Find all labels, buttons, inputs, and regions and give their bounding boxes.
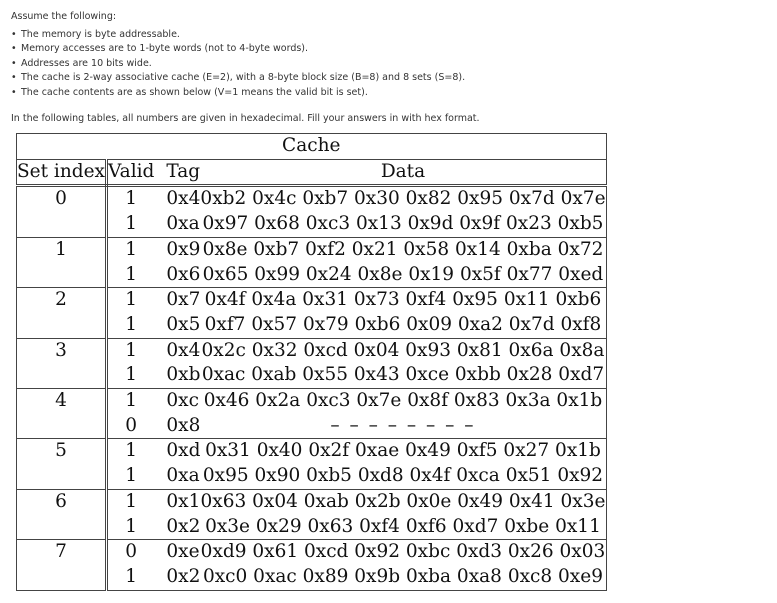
tag-cell: 0x2: [154, 515, 200, 540]
table-row: [17, 439, 607, 464]
tag-cell: 0xc: [166, 390, 199, 412]
tag-cell: 0x2: [154, 565, 200, 590]
header-valid: Valid: [107, 159, 155, 186]
data-cell: 0x97 0x68 0xc3 0x13 0x9d 0x9f 0x23 0xb5: [200, 212, 606, 237]
data-cell: 0xb2 0x4c 0xb7 0x30 0x82 0x95 0x7d 0x7e: [200, 186, 606, 212]
data-cell: 0x95 0x90 0xb5 0xd8 0x4f 0xca 0x51 0x92: [200, 464, 606, 489]
table-row: [17, 212, 607, 237]
valid-cell: 1: [125, 289, 138, 311]
valid-cell: 1: [107, 565, 155, 590]
assumption-item: • Memory accesses are to 1-byte words (not to 4-byte words).: [11, 42, 465, 56]
valid-cell: 1: [107, 363, 155, 388]
valid-cell: 0: [125, 541, 138, 563]
set-index-cell: [17, 363, 107, 388]
valid-cell: 1: [107, 263, 155, 288]
tag-cell: 0x4: [166, 188, 201, 210]
assumption-item: • The memory is byte addressable.: [11, 28, 465, 42]
valid-cell: 1: [107, 313, 155, 338]
table-row: [17, 565, 607, 590]
table-row: [17, 186, 607, 212]
set-index-cell: 5: [17, 439, 107, 464]
data-cell: 0xf7 0x57 0x79 0xb6 0x09 0xa2 0x7d 0xf8: [200, 313, 606, 338]
valid-cell: 1: [125, 490, 138, 512]
valid-cell: 1: [125, 390, 138, 412]
table-row: [17, 414, 607, 439]
set-index-cell: [17, 464, 107, 489]
tag-cell: 0x9: [166, 238, 201, 260]
data-cell: 0xac 0xab 0x55 0x43 0xce 0xbb 0x28 0xd7: [200, 363, 606, 388]
tag-cell: 0xd: [166, 440, 201, 462]
valid-cell: 1: [107, 515, 155, 540]
header-data: Data: [200, 159, 606, 186]
instructions: In the following tables, all numbers are given in hexadecimal. Fill your answers in with hex format.: [11, 113, 480, 124]
valid-cell: 0: [107, 414, 155, 439]
tag-cell: 0x5: [154, 313, 200, 338]
tag-cell: 0x8: [154, 414, 200, 439]
tag-cell: 0xe: [166, 541, 200, 563]
table-row: [17, 489, 607, 514]
valid-cell: 1: [107, 464, 155, 489]
table-row: [17, 313, 607, 338]
header-tag: Tag: [154, 159, 200, 186]
set-index-cell: [17, 212, 107, 237]
header-set-index: Set index: [17, 159, 107, 186]
data-cell: 0x31 0x40 0x2f 0xae 0x49 0xf5 0x27 0x1b: [200, 439, 606, 464]
data-cell: 0x46 0x2a 0xc3 0x7e 0x8f 0x83 0x3a 0x1b: [200, 389, 606, 414]
valid-cell: 1: [125, 188, 138, 210]
set-index-cell: 4: [17, 389, 107, 414]
set-index-cell: [17, 565, 107, 590]
valid-cell: 1: [107, 212, 155, 237]
set-index-cell: [17, 515, 107, 540]
table-row: [17, 237, 607, 262]
valid-cell: 1: [125, 238, 138, 260]
table-row: [17, 363, 607, 388]
table-row: [17, 540, 607, 565]
table-row: [17, 515, 607, 540]
assumption-item: • The cache contents are as shown below (V=1 means the valid bit is set).: [11, 86, 465, 100]
data-cell: 0x2c 0x32 0xcd 0x04 0x93 0x81 0x6a 0x8a: [200, 338, 606, 363]
data-cell: 0xc0 0xac 0x89 0x9b 0xba 0xa8 0xc8 0xe9: [200, 565, 606, 590]
tag-cell: 0xa: [154, 212, 200, 237]
assumption-item: • Addresses are 10 bits wide.: [11, 57, 465, 71]
set-index-cell: 2: [17, 288, 107, 313]
set-index-cell: [17, 263, 107, 288]
table-row: [17, 389, 607, 414]
table-row: [17, 288, 607, 313]
table-caption: Cache: [17, 134, 607, 160]
data-cell: 0x8e 0xb7 0xf2 0x21 0x58 0x14 0xba 0x72: [200, 237, 606, 262]
data-cell: 0x65 0x99 0x24 0x8e 0x19 0x5f 0x77 0xed: [200, 263, 606, 288]
assumption-item: • The cache is 2-way associative cache (E=2), with a 8-byte block size (B=8) and 8 sets (S=8).: [11, 71, 465, 85]
set-index-cell: 7: [17, 540, 107, 565]
cache-table: [16, 133, 607, 591]
valid-cell: 1: [125, 339, 138, 361]
tag-cell: 0xb: [154, 363, 200, 388]
set-index-cell: 0: [17, 186, 107, 212]
table-row: [17, 464, 607, 489]
tag-cell: 0x4: [166, 339, 201, 361]
assumption-list: [11, 28, 465, 100]
cache-body: [17, 186, 607, 590]
data-cell: – – – – – – – –: [200, 414, 606, 439]
tag-cell: 0x7: [166, 289, 201, 311]
tag-cell: 0xa: [154, 464, 200, 489]
data-cell: 0x63 0x04 0xab 0x2b 0x0e 0x49 0x41 0x3e: [200, 489, 606, 514]
tag-cell: 0x1: [166, 490, 201, 512]
set-index-cell: 1: [17, 237, 107, 262]
table-row: [17, 263, 607, 288]
problem-statement: [11, 10, 465, 100]
set-index-cell: 3: [17, 338, 107, 363]
assumption-heading: Assume the following:: [11, 11, 117, 22]
set-index-cell: [17, 414, 107, 439]
data-cell: 0x4f 0x4a 0x31 0x73 0xf4 0x95 0x11 0xb6: [200, 288, 606, 313]
data-cell: 0xd9 0x61 0xcd 0x92 0xbc 0xd3 0x26 0x03: [200, 540, 606, 565]
valid-cell: 1: [125, 440, 138, 462]
tag-cell: 0x6: [154, 263, 200, 288]
set-index-cell: [17, 313, 107, 338]
data-cell: 0x3e 0x29 0x63 0xf4 0xf6 0xd7 0xbe 0x11: [200, 515, 606, 540]
set-index-cell: 6: [17, 489, 107, 514]
table-row: [17, 338, 607, 363]
